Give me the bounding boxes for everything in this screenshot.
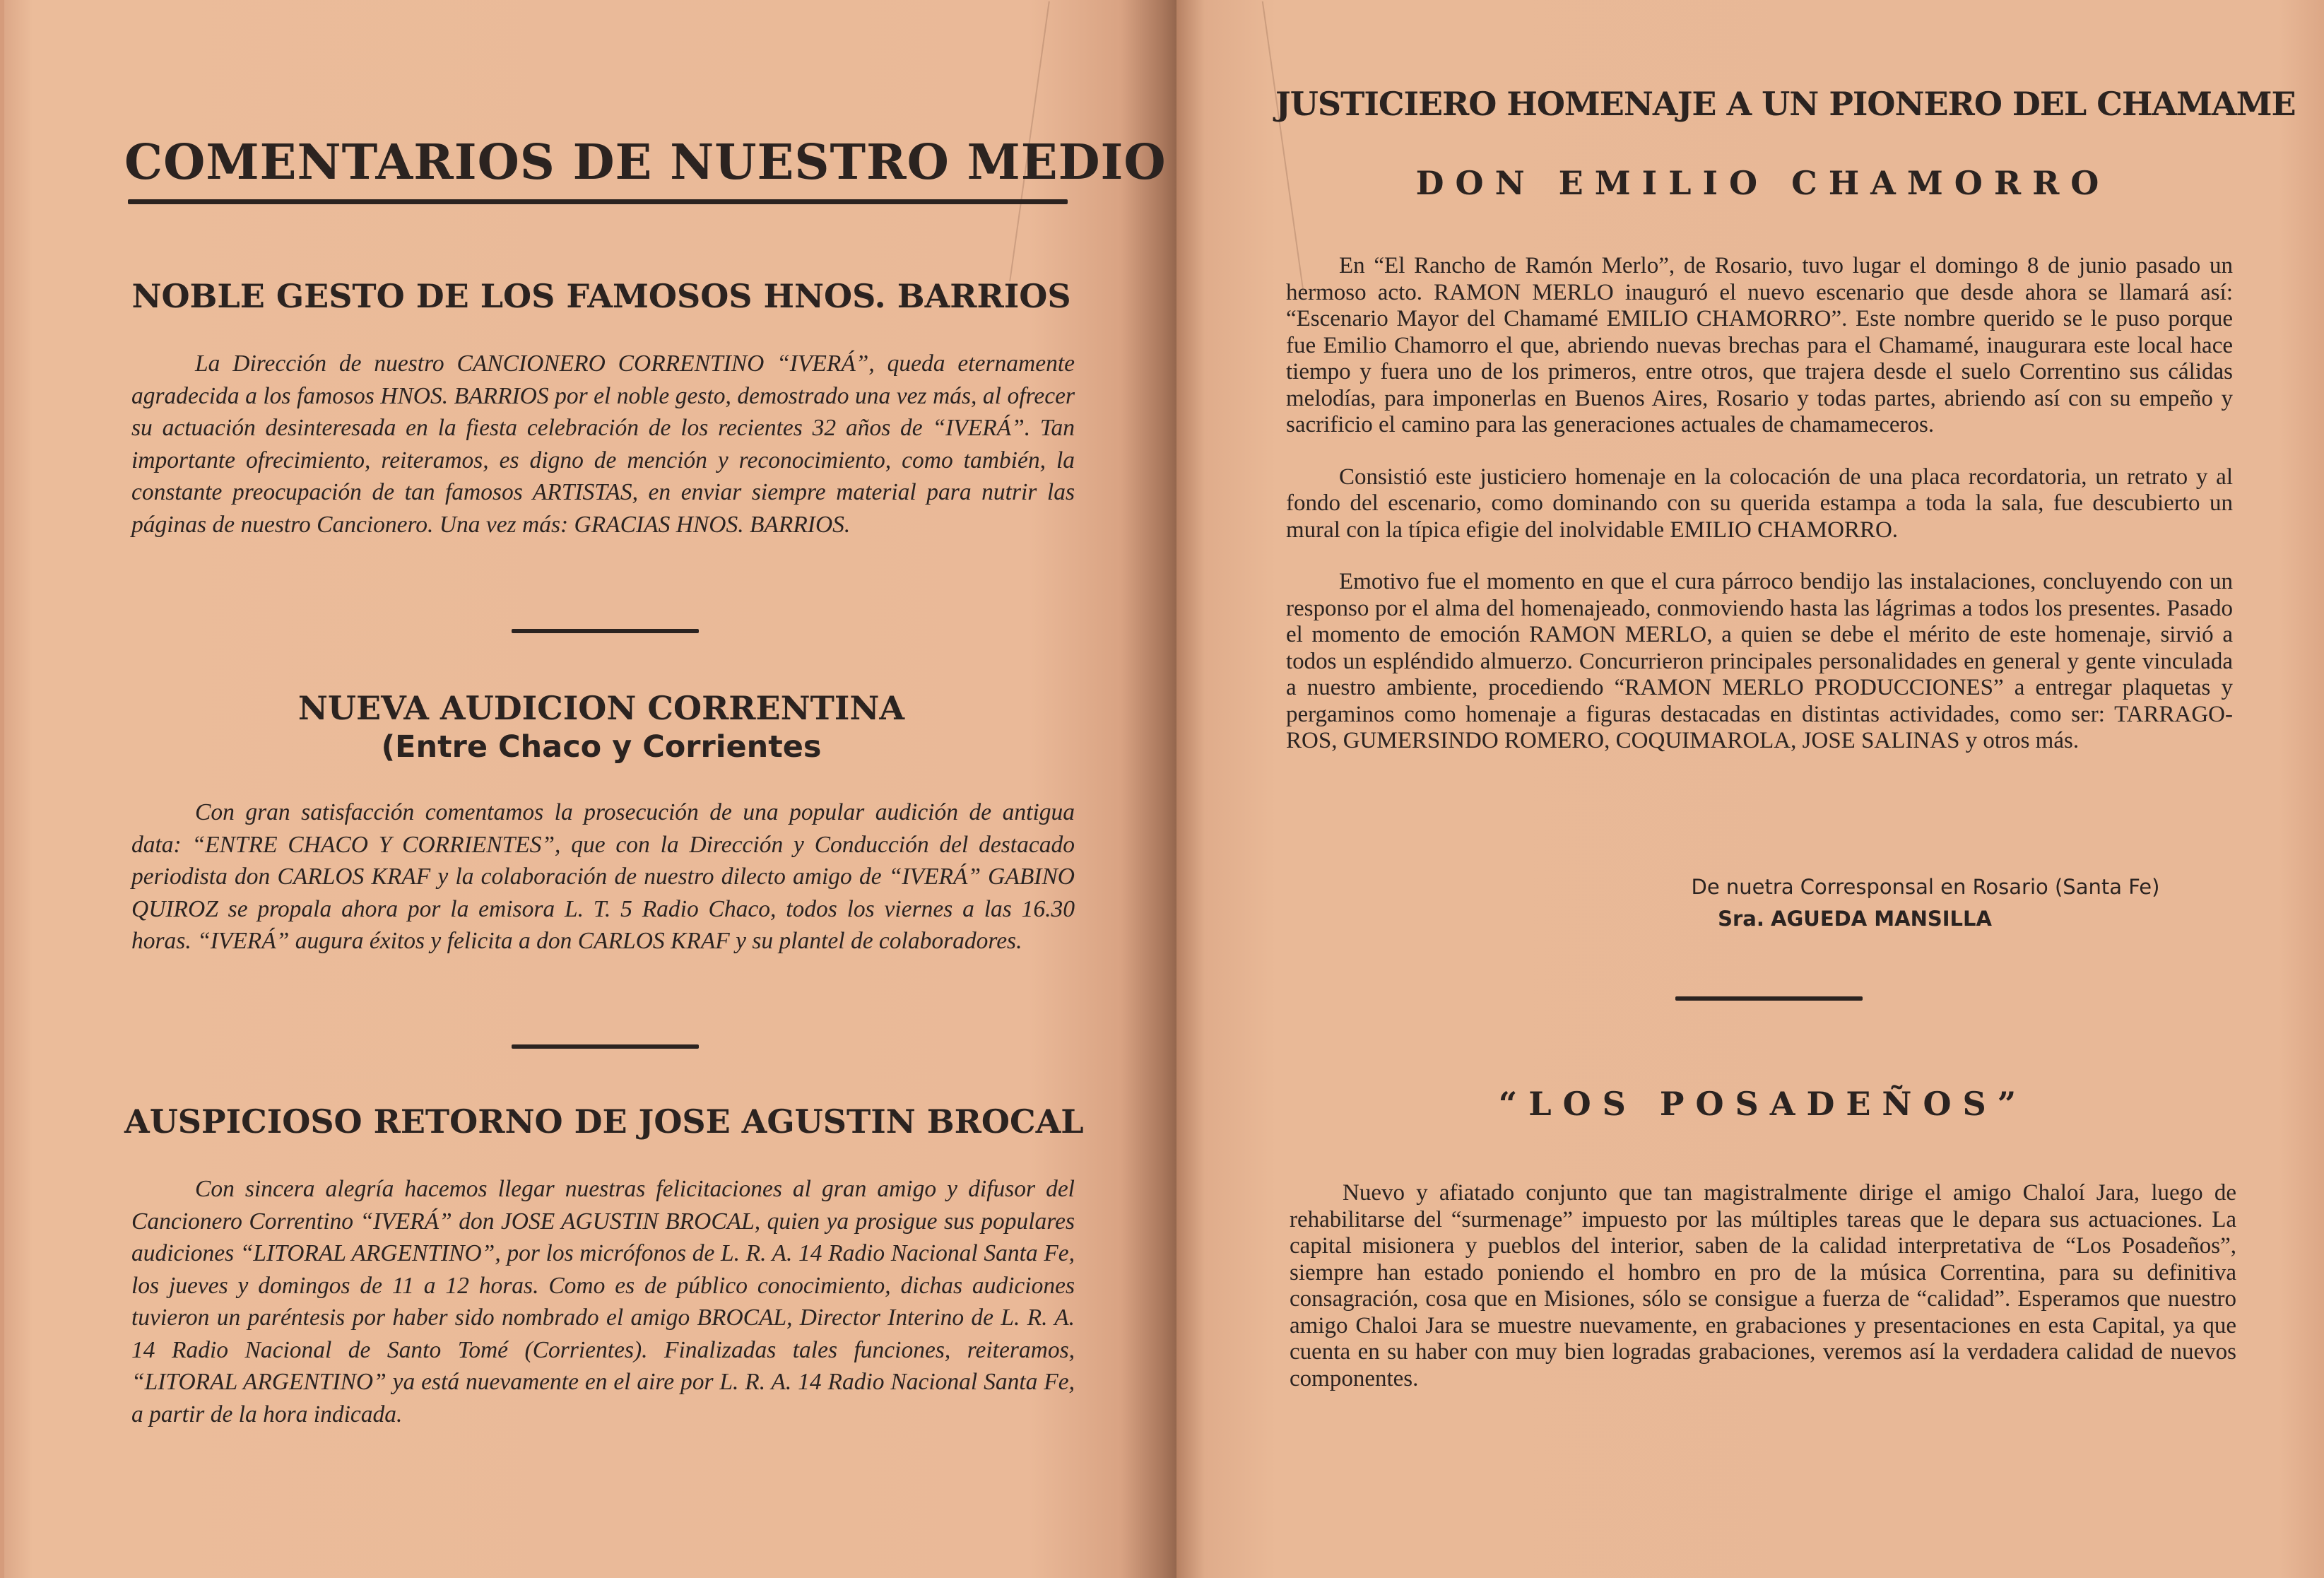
article-body xyxy=(1286,253,2233,755)
article-body: Con gran satisfacción comentamos la prosecución de una popular audición de antigua data: “ENTRE CHACO Y CORRIENTES”, que con la Dirección y Conducción del destacado periodista don CARLOS KRAF y la colaboración de nuestro dilecto amigo de “IVERÁ” GABINO QUIROZ se propala ahora por la emisora L. T. 5 Radio Chaco, todos los viernes a las 16.30 horas. “IVERÁ” augura éxitos y felicita a don CARLOS KRAF y su plantel de colaboradores. xyxy=(131,799,1075,954)
article-body: Con sincera alegría hacemos llegar nuestras felicitaciones al gran amigo y difusor del Cancionero Correntino “IVERÁ” don JOSE AGUSTIN BROCAL, quien ya prosigue sus populares audiciones “LITORAL ARGENTINO”, por los micrófonos de L. R. A. 14 Radio Nacional Santa Fe, los jueves y domingos de 11 a 12 horas. Como es de público conocimiento, dichas audiciones tuvieron un paréntesis por haber sido nombrado el amigo BROCAL, Director Interino de L. R. A. 14 Radio Nacional de Santo Tomé (Corrientes). Finalizadas tales funciones, reiteramos, “LITORAL ARGENTINO” ya está nuevamente en el aire por L. R. A. 14 Radio Nacional Santa Fe, a partir de la hora indicada. xyxy=(131,1176,1075,1427)
section-divider xyxy=(512,629,699,633)
signature-line: De nuetra Corresponsal en Rosario (Santa Fe) xyxy=(1691,875,2160,899)
article-paragraph: Emotivo fue el momento en que el cura párroco bendijo las instalaciones, concluyendo con un responso por el alma del homenajeado, conmoviendo hasta las lágrimas a todos los presentes. Pasado el momento de emoción RAMON MERLO, a quien se debe el mérito de este homenaje, sirvió a todos un espléndido almuerzo. Concurrieron principales personalidades en general y gente vinculada a nuestro ambiente, procediendo “RAMON MERLO PRODUCCIONES” a entregar plaquetas y pergaminos como homenaje a figuras destacadas en distintas actividades, como ser: TARRAGO-ROS, GUMERSINDO ROMERO, COQUIMAROLA, JOSE SALINAS y otros más. xyxy=(1286,569,2233,753)
article-body: Nuevo y afiatado conjunto que tan magistralmente dirige el amigo Chaloí Jara, luego de rehabilitarse del “surmenage” impuesto por las múltiples tareas que le depara sus actuaciones. La capital misionera y pueblos del interior, saben de la calidad interpretativa de “Los Posadeños”, siempre han estado poniendo el hombro en pro de la música Correntina, para su definitiva consagración, cosa que en Misiones, sólo se consigue a fuerza de “calidad”. Esperamos que nuestro amigo Chaloi Jara se muestre nuevamente, en grabaciones y presentaciones en esta Capital, ya que cuenta en su haber con muy bien logradas grabaciones, veremos así la verdadera calidad de nuevos componentes. xyxy=(1290,1180,2236,1391)
article-heading: AUSPICIOSO RETORNO DE JOSE AGUSTIN BROCAL xyxy=(124,1102,1084,1141)
signature-name xyxy=(1572,907,2137,931)
section-divider xyxy=(1675,996,1863,1001)
page-title: COMENTARIOS DE NUESTRO MEDIO xyxy=(124,134,1167,191)
article-subheading: (Entre Chaco y Corrientes xyxy=(381,729,822,765)
article-heading: “LOS POSADEÑOS” xyxy=(1498,1085,2028,1123)
paper-crease xyxy=(1262,1,1304,295)
article-subheading: DON EMILIO CHAMORRO xyxy=(1415,164,2111,202)
section-divider xyxy=(512,1044,699,1049)
article-paragraph: En “El Rancho de Ramón Merlo”, de Rosario, tuvo lugar el domingo 8 de junio pasado un hermoso acto. RAMON MERLO inauguró el nuevo escenario que desde ahora se llamará así: “Escenario Mayor del Chamamé EMILIO CHAMORRO”. Este nombre querido se le puso porque fue Emilio Chamorro el que, abriendo nuevas brechas para el Chamamé, inaugurara este local hace tiempo y fuera uno de los primeros, entre otros, que trajera desde el suelo Correntino sus cálidas melodías, para imponerlas en Buenos Aires, Rosario y todas partes, abriendo así con su empeño y sacrificio el camino para las generaciones actuales de chamameceros. xyxy=(1286,253,2233,437)
article-body: La Dirección de nuestro CANCIONERO CORRENTINO “IVERÁ”, queda eternamente agradecida a los famosos HNOS. BARRIOS por el noble gesto, demostrado una vez más, al ofrecer su actuación desinteresada en la fiesta celebración de los recientes 32 años de “IVERÁ”. Tan importante ofrecimiento, reiteramos, es digno de mención y reconocimiento, como también, la constante preocupación de tan famosos ARTISTAS, en enviar siempre material para nutrir las páginas de nuestro Cancionero. Una vez más: GRACIAS HNOS. BARRIOS. xyxy=(131,351,1075,538)
article-heading: JUSTICIERO HOMENAJE A UN PIONERO DEL CHAMAME xyxy=(1275,85,2296,123)
correspondent-name: AGUEDA MANSILLA xyxy=(1771,907,1992,931)
right-page xyxy=(1176,0,2324,1578)
article-heading: NUEVA AUDICION CORRENTINA xyxy=(297,689,905,727)
signature-title: Sra. xyxy=(1718,907,1764,931)
title-underline xyxy=(128,199,1068,204)
article-paragraph: Consistió este justiciero homenaje en la colocación de una placa recordatoria, un retrato y al fondo del escenario, como dominando con su querida estampa a toda la sala, fue descubierto un mural con la típica efigie del inolvidable EMILIO CHAMORRO. xyxy=(1286,464,2233,543)
article-heading: NOBLE GESTO DE LOS FAMOSOS HNOS. BARRIOS xyxy=(131,277,1071,315)
